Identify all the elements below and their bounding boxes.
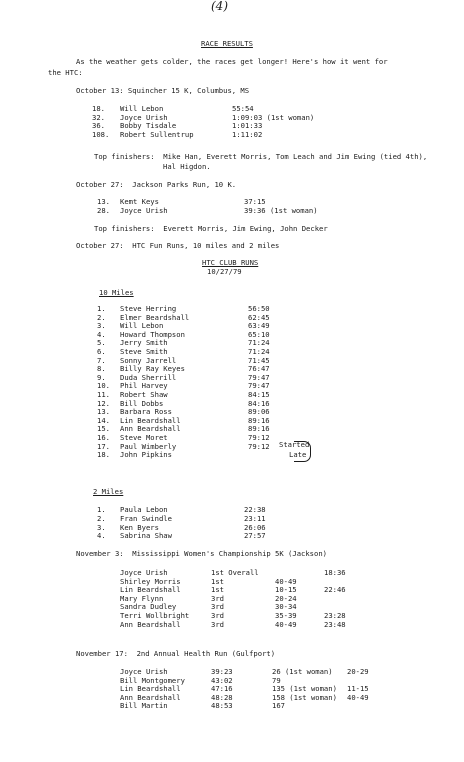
result-place: 3rd: [211, 593, 224, 603]
result-place: 1.: [97, 304, 106, 313]
result-name: Joyce Urish: [120, 112, 168, 122]
result-name: Bill Martin: [120, 701, 168, 711]
result-time: 22:38: [244, 505, 266, 514]
result-place: 8.: [97, 364, 106, 374]
result-name: Kemt Keys: [120, 197, 159, 206]
result-name: Lin Beardshall: [120, 684, 181, 694]
result-time: 84:15: [248, 390, 270, 399]
result-time: 48:28: [211, 692, 233, 702]
result-place: 16.: [97, 433, 110, 442]
result-name: Sonny Jarrell: [120, 355, 177, 365]
intro-line-2: the HTC:: [48, 68, 83, 77]
result-name: Jerry Smith: [120, 338, 168, 348]
club-runs-title: HTC CLUB RUNS: [202, 258, 259, 267]
result-time: 79:47: [248, 372, 270, 382]
result-name: Bill Dobbs: [120, 398, 164, 408]
result-name: Will Lebon: [120, 104, 164, 113]
result-place: 17.: [97, 441, 110, 451]
result-name: Duda Sherrill: [120, 372, 177, 382]
result-place: 26 (1st woman): [272, 667, 333, 676]
ten-miles-label: 10 Miles: [99, 288, 134, 297]
result-age: 20-29: [347, 667, 369, 676]
result-time: 56:50: [248, 304, 270, 313]
result-name: Paul Wimberly: [120, 441, 177, 451]
result-place: 158 (1st woman): [272, 692, 337, 702]
result-time: 55:54: [232, 104, 254, 113]
note-late: Late: [289, 450, 307, 459]
result-place: 14.: [97, 415, 110, 425]
result-name: Shirley Morris: [120, 576, 181, 586]
result-name: Robert Shaw: [120, 390, 168, 399]
result-name: Bill Montgomery: [120, 675, 185, 685]
result-age: 35-39: [275, 611, 297, 620]
result-place: 9.: [97, 372, 106, 382]
result-time: 79:12: [248, 441, 270, 451]
result-name: Phil Harvey: [120, 381, 168, 391]
result-name: Sabrina Shaw: [120, 531, 172, 541]
result-time: 23:48: [324, 619, 346, 629]
result-name: John Pipkins: [120, 450, 172, 460]
result-time: 79:12: [248, 433, 270, 442]
result-place: 10.: [97, 381, 110, 391]
result-place: 11.: [97, 390, 110, 399]
result-place: 167: [272, 701, 285, 711]
result-place: 1.: [97, 505, 106, 514]
result-place: 1st Overall: [211, 568, 259, 577]
intro-line-1: As the weather gets colder, the races get longer! Here's how it went for: [76, 57, 388, 66]
result-place: 3.: [97, 522, 106, 532]
result-place: 4.: [97, 531, 106, 541]
result-place: 18.: [92, 104, 105, 113]
result-age: 20-24: [275, 593, 297, 603]
jackson-parks-finishers: Top finishers: Everett Morris, Jim Ewing, John Decker: [94, 224, 328, 233]
result-name: Sandra Dudley: [120, 602, 177, 612]
result-name: Ann Beardshall: [120, 619, 181, 629]
result-name: Ann Beardshall: [120, 692, 181, 702]
result-place: 79: [272, 675, 281, 685]
result-name: Ken Byers: [120, 522, 159, 532]
mississippi-heading: November 3: Mississippi Women's Championship 5K (Jackson): [76, 549, 327, 558]
result-name: Robert Sullentrup: [120, 130, 194, 140]
result-time: 63:49: [248, 321, 270, 331]
result-place: 12.: [97, 398, 110, 408]
result-age: 10-15: [275, 585, 297, 595]
result-place: 5.: [97, 338, 106, 348]
result-place: 135 (1st woman): [272, 684, 337, 694]
result-time: 39:23: [211, 667, 233, 676]
result-time: 27:57: [244, 531, 266, 541]
note-started: Started: [279, 440, 310, 449]
result-age: 40-49: [347, 692, 369, 702]
result-place: 1st: [211, 585, 224, 595]
result-name: Fran Swindle: [120, 513, 172, 523]
result-time: 39:36 (1st woman): [244, 206, 318, 215]
fun-runs-heading: October 27: HTC Fun Runs, 10 miles and 2 miles: [76, 241, 280, 250]
result-age: 40-49: [275, 576, 297, 586]
result-place: 3rd: [211, 602, 224, 612]
result-place: 3rd: [211, 611, 224, 620]
result-name: Paula Lebon: [120, 505, 168, 514]
result-age: 30-34: [275, 602, 297, 612]
result-name: Steve Moret: [120, 433, 168, 442]
result-place: 6.: [97, 347, 106, 356]
club-runs-date: 10/27/79: [207, 267, 242, 276]
result-time: 23:11: [244, 513, 266, 523]
result-place: 13.: [97, 197, 110, 206]
result-name: Elmer Beardshall: [120, 312, 190, 322]
result-place: 3.: [97, 321, 106, 331]
squincher-heading: October 13: Squincher 15 K, Columbus, MS: [76, 86, 250, 95]
jackson-parks-heading: October 27: Jackson Parks Run, 10 K.: [76, 180, 237, 189]
result-time: 62:45: [248, 312, 270, 322]
result-name: Lin Beardshall: [120, 585, 181, 595]
result-time: 89:16: [248, 415, 270, 425]
result-time: 18:36: [324, 568, 346, 577]
result-time: 84:16: [248, 398, 270, 408]
result-time: 76:47: [248, 364, 270, 374]
page-number: (4): [211, 0, 228, 13]
result-place: 18.: [97, 450, 110, 460]
result-place: 7.: [97, 355, 106, 365]
result-time: 79:47: [248, 381, 270, 391]
result-time: 1:11:02: [232, 130, 263, 140]
result-name: Terri Wollbright: [120, 611, 190, 620]
squincher-finishers-line-2: Hal Higdon.: [163, 162, 211, 171]
result-name: Steve Smith: [120, 347, 168, 356]
result-name: Joyce Urish: [120, 667, 168, 676]
result-time: 1:09:03 (1st woman): [232, 112, 315, 122]
result-place: 36.: [92, 121, 105, 131]
result-name: Mary Flynn: [120, 593, 164, 603]
result-age: 11-15: [347, 684, 369, 694]
result-time: 89:06: [248, 407, 270, 417]
result-place: 4.: [97, 329, 106, 339]
result-name: Lin Beardshall: [120, 415, 181, 425]
result-place: 15.: [97, 424, 110, 434]
result-time: 23:28: [324, 611, 346, 620]
result-time: 47:16: [211, 684, 233, 694]
result-name: Billy Ray Keyes: [120, 364, 185, 374]
result-time: 1:01:33: [232, 121, 263, 131]
result-name: Howard Thompson: [120, 329, 185, 339]
result-time: 26:06: [244, 522, 266, 532]
health-run-heading: November 17: 2nd Annual Health Run (Gulfport): [76, 649, 276, 658]
result-name: Joyce Urish: [120, 206, 168, 215]
result-name: Barbara Ross: [120, 407, 172, 417]
result-name: Joyce Urish: [120, 568, 168, 577]
result-place: 28.: [97, 206, 110, 215]
two-miles-label: 2 Miles: [93, 487, 124, 496]
result-time: 22:46: [324, 585, 346, 595]
squincher-finishers-line-1: Top finishers: Mike Han, Everett Morris, Tom Leach and Jim Ewing (tied 4th),: [94, 152, 428, 161]
result-place: 3rd: [211, 619, 224, 629]
result-age: 40-49: [275, 619, 297, 629]
result-time: 71:24: [248, 347, 270, 356]
result-time: 71:45: [248, 355, 270, 365]
result-name: Steve Herring: [120, 304, 177, 313]
result-name: Bobby Tisdale: [120, 121, 177, 131]
result-place: 2.: [97, 312, 106, 322]
result-name: Ann Beardshall: [120, 424, 181, 434]
result-time: 71:24: [248, 338, 270, 348]
result-place: 1st: [211, 576, 224, 586]
result-place: 13.: [97, 407, 110, 417]
result-name: Will Lebon: [120, 321, 164, 331]
result-time: 65:10: [248, 329, 270, 339]
result-place: 2.: [97, 513, 106, 523]
result-place: 108.: [92, 130, 110, 140]
result-time: 43:02: [211, 675, 233, 685]
page-title: RACE RESULTS: [201, 39, 253, 48]
result-time: 89:16: [248, 424, 270, 434]
result-time: 48:53: [211, 701, 233, 711]
result-time: 37:15: [244, 197, 266, 206]
result-place: 32.: [92, 112, 105, 122]
